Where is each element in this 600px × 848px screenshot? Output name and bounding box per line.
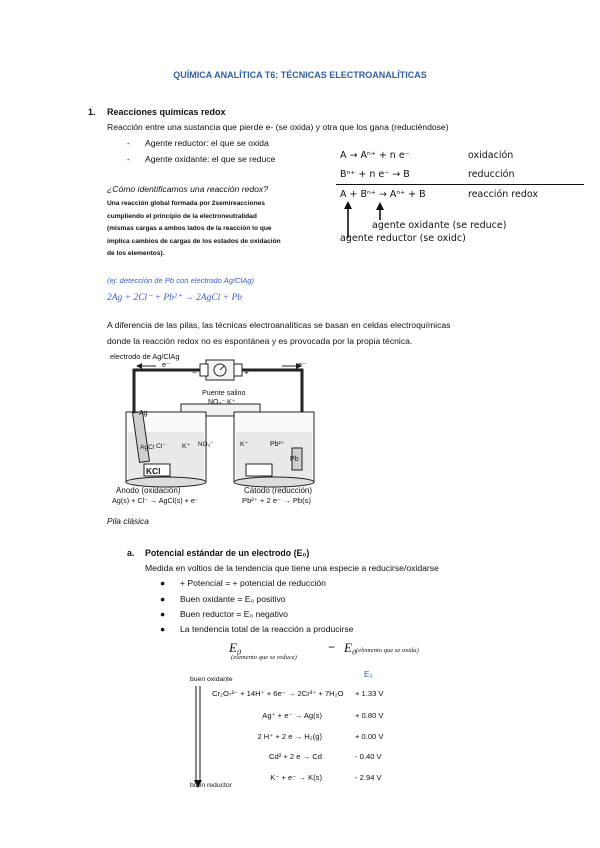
formula-minus: − xyxy=(328,640,336,654)
label-buen-oxidante: buen oxidante xyxy=(190,676,233,683)
intro-text: Reacción entre una sustancia que pierde e- (se oxida) y otra que los gana (reduciéndose) xyxy=(107,122,449,132)
potential-row-value: - 2.94 V xyxy=(355,773,382,782)
redox-label-oxidation: oxidación xyxy=(468,150,514,161)
redox-eq-total: A + Bⁿ⁺ → Aⁿ⁺ + B xyxy=(340,189,426,200)
potential-row-reaction: K⁻ + e⁻ → K(s) xyxy=(270,773,322,782)
redox-label-total: reacción redox xyxy=(468,189,539,200)
redox-eq-reduction: Bⁿ⁺ + n e⁻ → B xyxy=(340,169,410,180)
section-a-heading: a. Potencial estándar de un electrodo (E₀) xyxy=(127,548,310,558)
potential-row-value: + 1.33 V xyxy=(355,689,384,698)
potential-row-reaction: Cr₂O₇²⁻ + 14H⁺ + 6e⁻ → 2Cr³⁺ + 7H₂O xyxy=(212,689,344,698)
potential-row-reaction: Ag⁺ + e⁻ → Ag(s) xyxy=(262,711,322,720)
cell-electron-left: e⁻ xyxy=(162,360,171,369)
paragraph-line-1: A diferencia de las pilas, las técnicas electroanalíticas se basan en celdas electroquímicas xyxy=(107,320,451,330)
cell-bridge-ions: NO₃⁻ K⁺ xyxy=(208,399,236,406)
note-reductor: agente reductor (se oxidc) xyxy=(340,233,466,244)
example-equation: 2Ag + 2Cl⁻ + Pb²⁺ → 2AgCl + Pb xyxy=(107,293,243,303)
potential-row-reaction: Cd² + 2 e → Cd xyxy=(269,752,322,761)
section-a-bullet-2: ● Buen oxidante = E₀ positivo xyxy=(160,594,286,604)
bold-explanation: Una reacción global formada por 2semireacciones cumpliendo el principio de la electroneutralidad (mismas cargas a ambos lados de la reacción lo que implica cambios de cargas de los estados de oxidación de los elementos). xyxy=(107,200,281,258)
potential-header: E₀ xyxy=(364,670,373,679)
redox-divider xyxy=(336,184,584,185)
paragraph-line-2: donde la reacción redox no es espontánea y es provocada por la propia técnica. xyxy=(107,336,413,346)
bullet-reductor: - Agente reductor: el que se oxida xyxy=(127,138,269,148)
cell-cl: Cl⁻ xyxy=(156,443,167,450)
section-a-bullet-1: ● + Potencial = + potencial de reducción xyxy=(160,578,326,588)
cell-kplus-left: K⁺ xyxy=(182,443,191,450)
cell-minus: − xyxy=(192,368,197,377)
cell-ag: Ag xyxy=(139,410,148,417)
cell-no3: NO₃⁻ xyxy=(198,441,214,448)
formula-sub-oxida: (elemento que se oxida) xyxy=(356,647,419,654)
cell-anode-title: Anodo (oxidación) xyxy=(116,486,181,495)
cell-electrode-label: electrodo de Ag/ClAg xyxy=(110,352,180,361)
cell-electron-right: e⁻ xyxy=(298,360,307,369)
example-label: (ej: detección de Pb con electrodo Ag/ClAg) xyxy=(107,276,255,285)
potential-row-value: + 0.80 V xyxy=(355,711,384,720)
cell-salt-bridge: Puente salino xyxy=(202,388,246,397)
cell-pb2: Pb²⁺ xyxy=(270,441,285,448)
redox-eq-oxidation: A → Aⁿ⁺ + n e⁻ xyxy=(340,150,410,161)
potential-axis-arrow xyxy=(186,684,206,788)
section-a-description: Medida en voltios de la tendencia que tiene una especie a reducirse/oxidarse xyxy=(145,563,439,573)
section-number: 1. xyxy=(88,107,96,117)
figure-caption: Pila clásica xyxy=(107,516,149,526)
redox-label-reduction: reducción xyxy=(468,169,515,180)
bullet-oxidante: - Agente oxidante: el que se reduce xyxy=(127,154,276,164)
label-buen-reductor: buen reductor xyxy=(190,782,232,789)
note-oxidante: agente oxidante (se reduce) xyxy=(372,220,507,231)
section-heading-1 xyxy=(88,107,226,117)
potential-row-value: - 0.40 V xyxy=(355,752,382,761)
cell-cathode-eq: Pb²⁺ + 2 e⁻ → Pb(s) xyxy=(242,496,312,505)
potential-row-value: + 0.00 V xyxy=(355,732,384,741)
cell-agcl: AgCl xyxy=(140,444,155,451)
question-redox: ¿Cómo identificamos una reacción redox? xyxy=(107,184,268,194)
formula-sub-reduce: (elemento que se reduce) xyxy=(231,654,297,661)
cell-kplus-right: K⁺ xyxy=(240,441,249,448)
section-a-bullet-3: ● Buen reductor = E₀ negativo xyxy=(160,609,288,619)
cell-kcl: KCl xyxy=(146,466,161,476)
section-title: Reacciones químicas redox xyxy=(107,107,226,117)
formula-e0-reduce: E₀ xyxy=(229,640,242,655)
cell-cathode-title: Cátodo (reducción) xyxy=(244,486,313,495)
potential-row-reaction: 2 H⁺ + 2 e → H₂(g) xyxy=(257,732,322,741)
page-title: QUÍMICA ANALÍTICA T6: TÉCNICAS ELECTROANALÍTICAS xyxy=(173,70,427,80)
cell-pb: Pb xyxy=(290,456,299,463)
formula-e0-oxida: E₀ xyxy=(344,640,357,655)
section-a-bullet-4: ● La tendencia total de la reacción a producirse xyxy=(160,624,354,634)
cell-anode-eq: Ag(s) + Cl⁻ → AgCl(s) + e⁻ xyxy=(112,496,199,505)
cell-plus: + xyxy=(244,368,249,377)
